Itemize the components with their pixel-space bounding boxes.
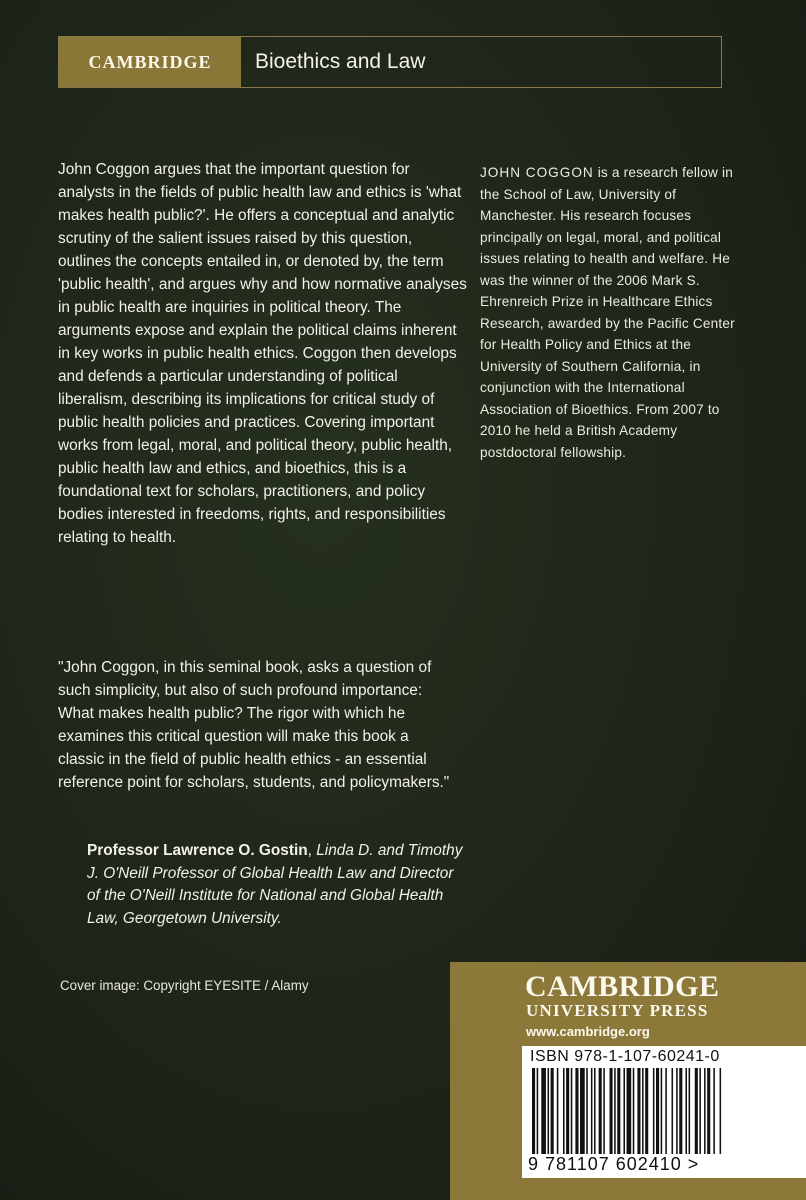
barcode-stripe [672, 1068, 674, 1154]
book-description: John Coggon argues that the important question for analysts in the fields of public health law and ethics is 'what makes health public?'. He offers a conceptual and analytic scrutiny of the salient issues raised by this question, outlines the concepts entailed in, or denoted by, the term 'public health', and argues why and how normative analyses in public health are inquiries in political theory. The arguments expose and explain the political claims inherent in key works in public health ethics. Coggon then develops and defends a particular understanding of political liberalism, describing its implications for critical study of public health policies and practices. Covering important works from legal, moral, and political theory, public health, public health law and ethics, and bioethics, this is a foundational text for scholars, practitioners, and policy bodies interested in freedoms, rights, and responsibilities relating to health. [58, 161, 467, 546]
barcode-stripe [699, 1068, 701, 1154]
barcode-stripe [610, 1068, 613, 1154]
barcode-stripe [617, 1068, 620, 1154]
barcode-stripe [599, 1068, 602, 1154]
barcode-digits: 9 781107 602410 > [528, 1154, 700, 1174]
isbn-barcode [522, 1046, 806, 1178]
author-name: JOHN COGGON [480, 165, 594, 180]
barcode-stripe [645, 1068, 648, 1154]
barcode-stripe [571, 1068, 573, 1154]
barcode-stripe [575, 1068, 578, 1154]
barcode-stripe [637, 1068, 640, 1154]
barcode-stripe [603, 1068, 605, 1154]
barcode-icon [532, 1068, 794, 1154]
barcode-stripe [633, 1068, 635, 1154]
barcode-stripe [689, 1068, 691, 1154]
barcode-stripe [594, 1068, 596, 1154]
barcode-stripe [642, 1068, 644, 1154]
isbn-label: ISBN 978-1-107-60241-0 [530, 1048, 720, 1065]
publisher-subtitle: UNIVERSITY PRESS [526, 1001, 709, 1020]
series-brand: CAMBRIDGE [59, 37, 241, 87]
publisher-panel [450, 962, 806, 1200]
barcode-stripe [695, 1068, 698, 1154]
author-bio-text: is a research fellow in the School of Law, University of Manchester. His research focuses principally on legal, moral, and political issues relating to health and welfare. He was the winner of the 2006 Mark S. Ehrenreich Prize in Healthcare Ethics Research, awarded by the Pacific Center for Health Policy and Ethics at the University of Southern California, in conjunction with the International Association of Bioethics. From 2007 to 2010 he held a British Academy postdoctoral fellowship. [480, 165, 735, 460]
publisher-url[interactable]: www.cambridge.org [526, 1024, 650, 1039]
barcode-stripe [532, 1068, 535, 1154]
publisher-name: CAMBRIDGE [525, 970, 720, 1003]
endorser-name: Professor Lawrence O. Gostin [87, 842, 308, 859]
barcode-stripe [563, 1068, 565, 1154]
barcode-stripe [566, 1068, 569, 1154]
series-title: Bioethics and Law [255, 50, 426, 73]
barcode-stripe [665, 1068, 667, 1154]
barcode-stripe [704, 1068, 706, 1154]
barcode-stripe [580, 1068, 585, 1154]
barcode-stripe [653, 1068, 655, 1154]
barcode-stripe [676, 1068, 678, 1154]
barcode-stripe [557, 1068, 559, 1154]
barcode-stripe [661, 1068, 663, 1154]
author-bio [480, 162, 750, 463]
barcode-stripe [591, 1068, 593, 1154]
barcode-stripe [541, 1068, 546, 1154]
barcode-stripe [685, 1068, 687, 1154]
barcode-stripe [707, 1068, 710, 1154]
cover-image-credit: Cover image: Copyright EYESITE / Alamy [60, 978, 309, 993]
endorsement-quote: "John Coggon, in this seminal book, asks a question of such simplicity, but also of such profound importance: What makes health public? The rigor with which he examines this critical question will make this book a classic in the field of public health ethics - an essential reference point for scholars, students, and policymakers." [58, 659, 450, 791]
barcode-stripe [551, 1068, 554, 1154]
barcode-stripe [656, 1068, 659, 1154]
barcode-stripe [586, 1068, 588, 1154]
endorsement-attribution: Professor Lawrence O. Gostin, Linda D. and Timothy J. O'Neill Professor of Global Health Law and Director of the O'Neill Institute for National and Global Health Law, Georgetown University. [87, 842, 463, 927]
barcode-stripe [623, 1068, 625, 1154]
barcode-stripe [614, 1068, 616, 1154]
barcode-stripe [679, 1068, 682, 1154]
barcode-stripe [713, 1068, 715, 1154]
series-banner [58, 36, 722, 88]
barcode-stripe [537, 1068, 539, 1154]
barcode-stripe [627, 1068, 632, 1154]
barcode-stripe [720, 1068, 722, 1154]
endorser-role: Linda D. and Timothy J. O'Neill Professor of Global Health Law and Director of the O'Neill Institute for National and Global Health Law, Georgetown University. [87, 842, 463, 927]
barcode-stripe [548, 1068, 550, 1154]
